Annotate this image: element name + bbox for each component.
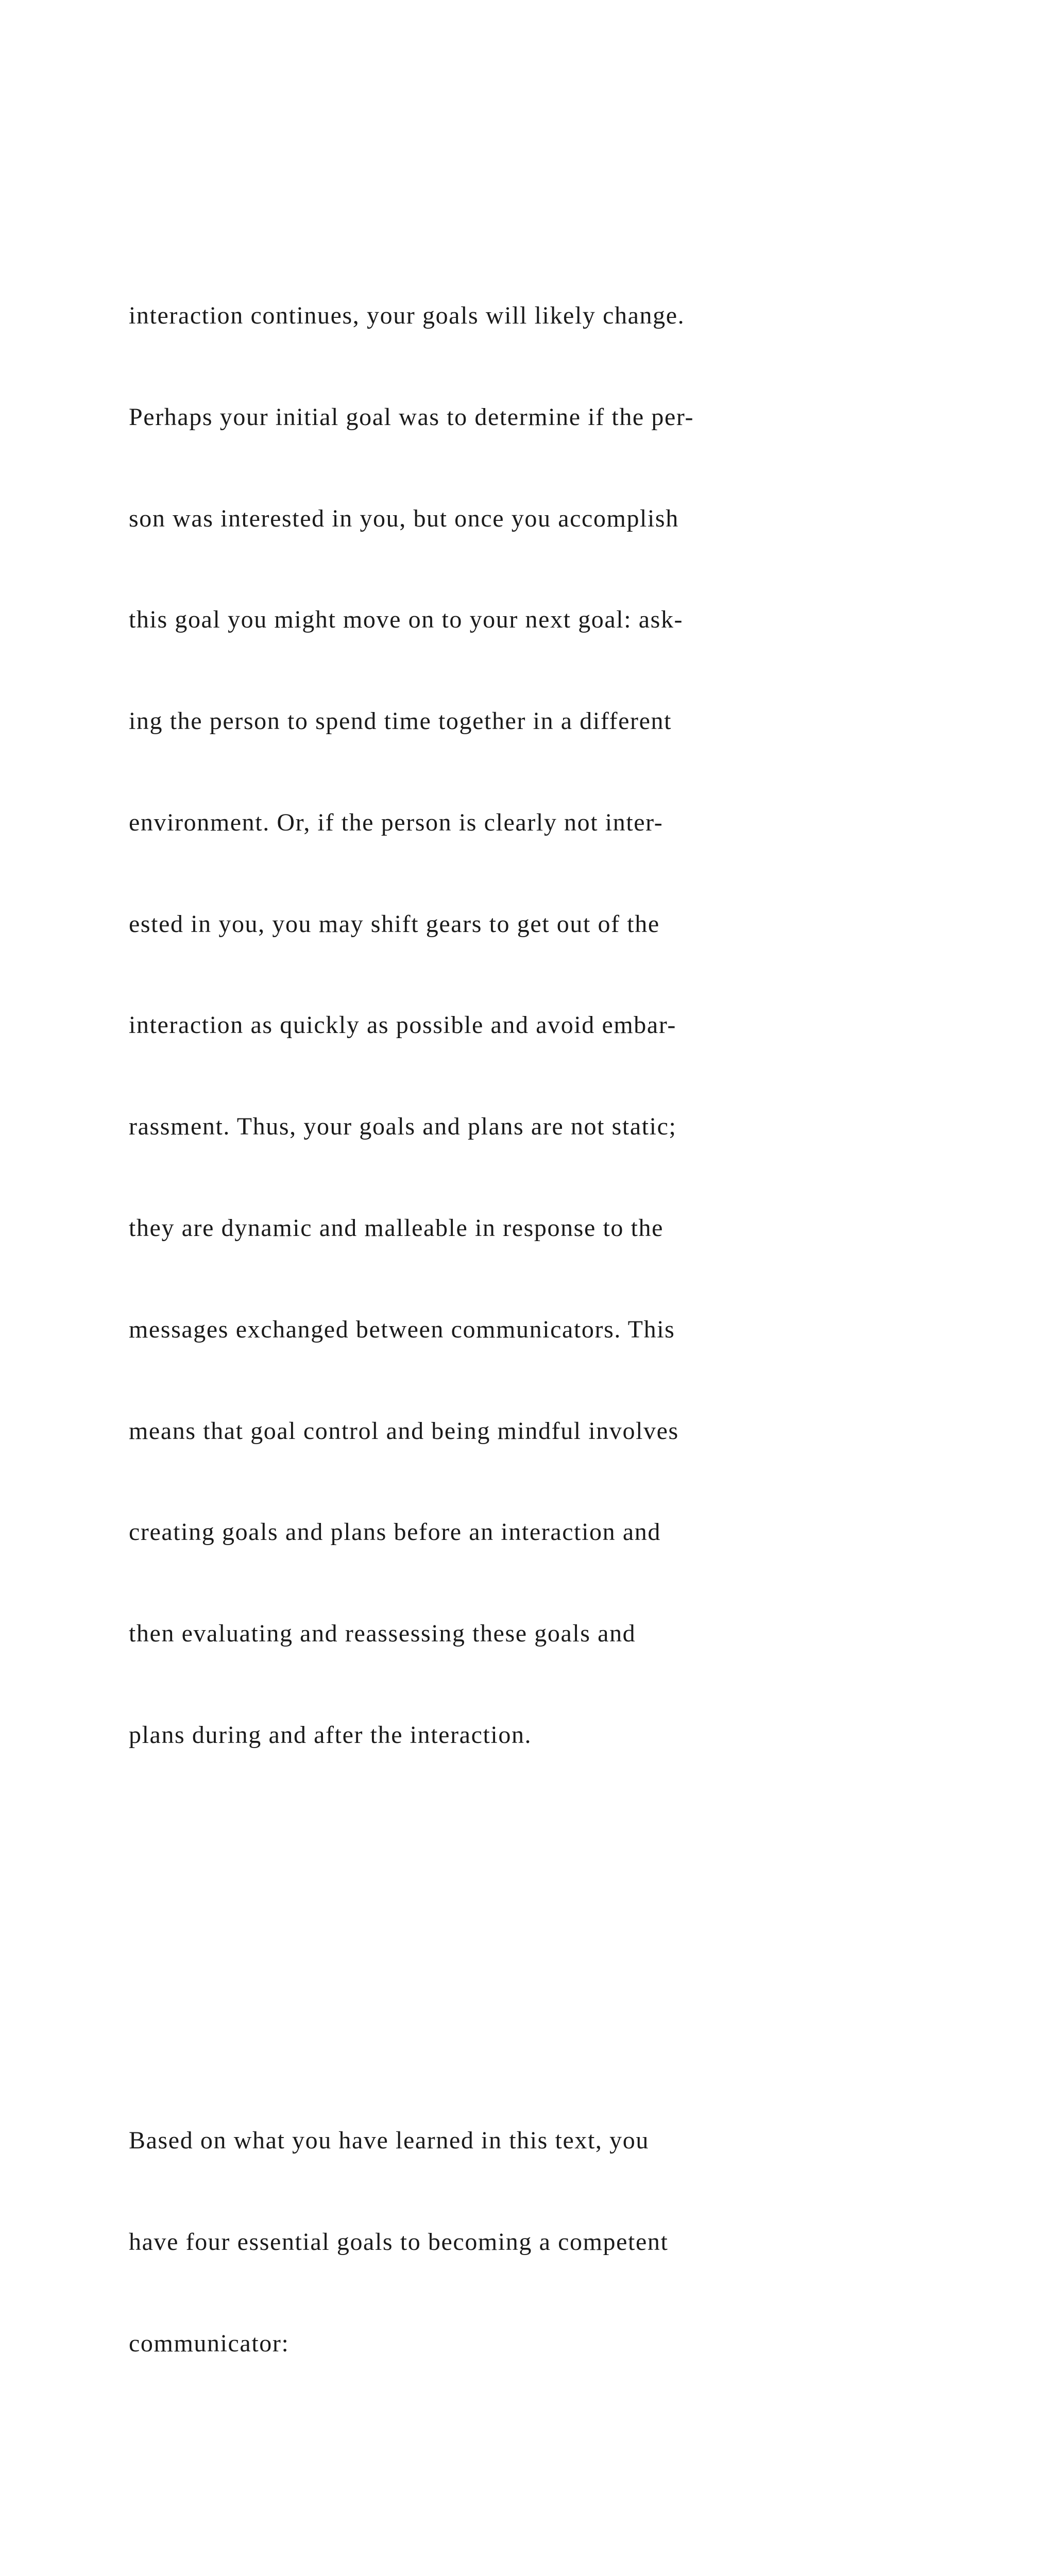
- text-line: have four essential goals to becoming a competent: [129, 2228, 669, 2256]
- text-line: means that goal control and being mindful involves: [129, 1417, 679, 1445]
- paragraph-spacer: [129, 1921, 1035, 1955]
- text-line: creating goals and plans before an interaction and: [129, 1518, 661, 1546]
- paragraph-spacer: [129, 2529, 1035, 2563]
- paragraph-goals-change: [129, 231, 1035, 1820]
- text-line: rassment. Thus, your goals and plans are not static;: [129, 1113, 677, 1141]
- document-body: [129, 130, 1035, 2576]
- text-line: son was interested in you, but once you accomplish: [129, 504, 679, 532]
- text-line: plans during and after the interaction.: [129, 1721, 532, 1749]
- text-line: interaction as quickly as possible and avoid embar-: [129, 1011, 677, 1039]
- text-line: Perhaps your initial goal was to determine if the per-: [129, 403, 694, 431]
- paragraph-four-goals-intro: [129, 2056, 1035, 2428]
- text-line: they are dynamic and malleable in response to the: [129, 1214, 664, 1242]
- text-line: ing the person to spend time together in a different: [129, 707, 672, 735]
- text-line: environment. Or, if the person is clearly not inter-: [129, 808, 663, 836]
- text-line: communicator:: [129, 2329, 290, 2357]
- text-line: messages exchanged between communicators. This: [129, 1315, 675, 1343]
- text-line: then evaluating and reassessing these goals and: [129, 1620, 636, 1648]
- text-line: this goal you might move on to your next goal: ask-: [129, 606, 684, 634]
- text-line: ested in you, you may shift gears to get out of the: [129, 910, 660, 938]
- text-line: interaction continues, your goals will likely change.: [129, 301, 685, 329]
- text-line: Based on what you have learned in this text, you: [129, 2127, 649, 2155]
